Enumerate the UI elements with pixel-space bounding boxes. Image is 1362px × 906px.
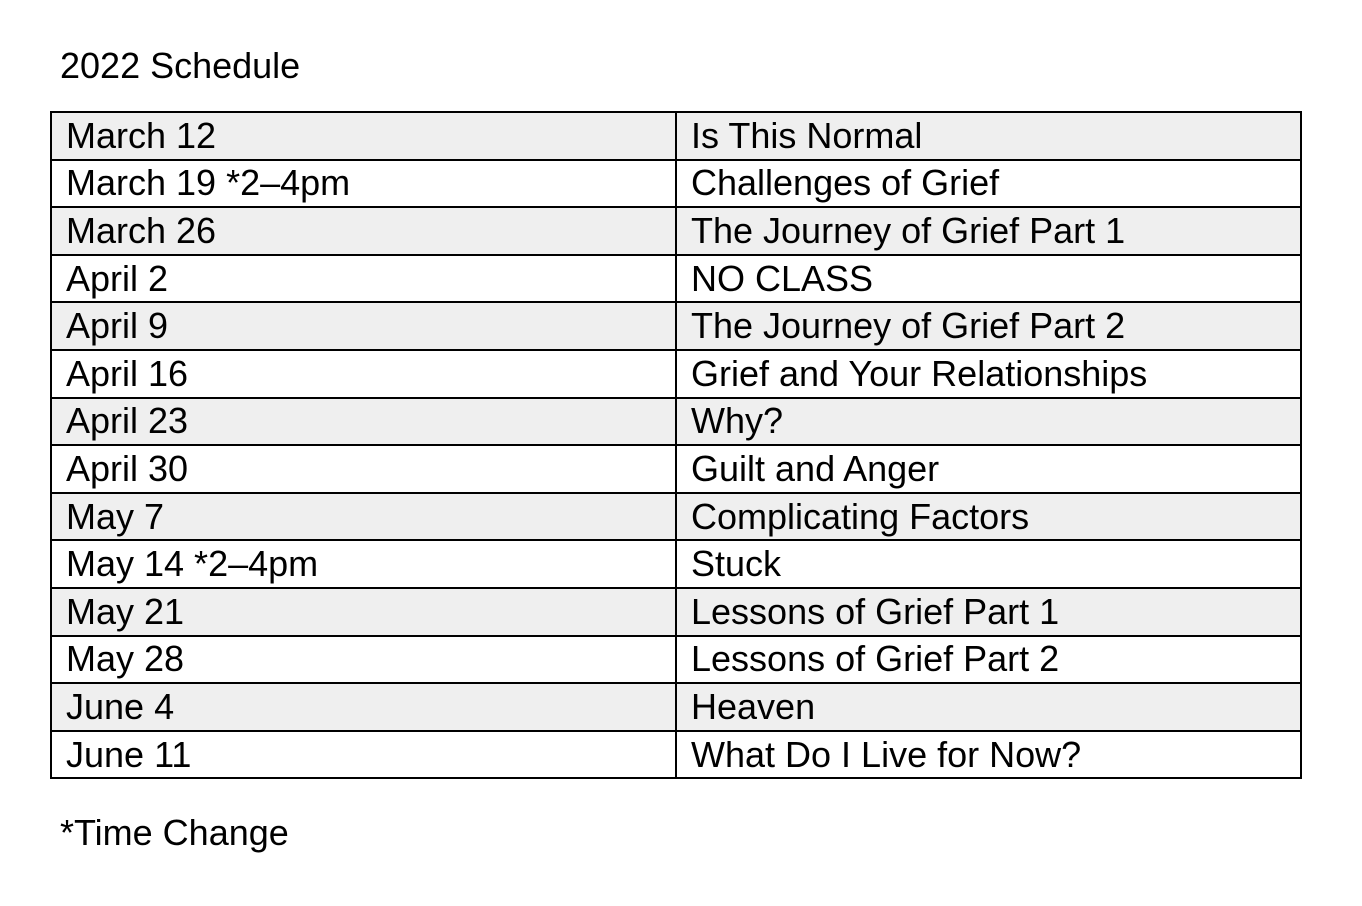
table-row: [51, 255, 1301, 303]
page-title: 2022 Schedule: [60, 45, 301, 86]
date-cell: March 12: [51, 112, 676, 160]
topic-cell: Is This Normal: [676, 112, 1301, 160]
topic-cell: The Journey of Grief Part 1: [676, 207, 1301, 255]
topic-cell: Why?: [676, 398, 1301, 446]
table-row: [51, 398, 1301, 446]
table-row: [51, 493, 1301, 541]
date-cell: March 19 *2–4pm: [51, 160, 676, 208]
date-cell: May 7: [51, 493, 676, 541]
topic-cell: Grief and Your Relationships: [676, 350, 1301, 398]
topic-cell: Complicating Factors: [676, 493, 1301, 541]
date-cell: April 2: [51, 255, 676, 303]
table-row: [51, 540, 1301, 588]
table-row: [51, 636, 1301, 684]
date-cell: June 4: [51, 683, 676, 731]
topic-cell: Heaven: [676, 683, 1301, 731]
table-row: [51, 683, 1301, 731]
date-cell: April 23: [51, 398, 676, 446]
date-cell: April 30: [51, 445, 676, 493]
topic-cell: The Journey of Grief Part 2: [676, 302, 1301, 350]
date-cell: April 16: [51, 350, 676, 398]
date-cell: April 9: [51, 302, 676, 350]
date-cell: May 14 *2–4pm: [51, 540, 676, 588]
table-row: [51, 112, 1301, 160]
schedule-table: [50, 111, 1302, 779]
date-cell: May 28: [51, 636, 676, 684]
table-row: [51, 588, 1301, 636]
table-row: [51, 731, 1301, 779]
date-cell: May 21: [51, 588, 676, 636]
date-cell: June 11: [51, 731, 676, 779]
date-cell: March 26: [51, 207, 676, 255]
topic-cell: Stuck: [676, 540, 1301, 588]
table-row: [51, 302, 1301, 350]
table-row: [51, 350, 1301, 398]
topic-cell: Lessons of Grief Part 2: [676, 636, 1301, 684]
time-change-footnote: *Time Change: [60, 812, 289, 853]
topic-cell: Lessons of Grief Part 1: [676, 588, 1301, 636]
topic-cell: NO CLASS: [676, 255, 1301, 303]
topic-cell: Guilt and Anger: [676, 445, 1301, 493]
table-row: [51, 207, 1301, 255]
topic-cell: Challenges of Grief: [676, 160, 1301, 208]
topic-cell: What Do I Live for Now?: [676, 731, 1301, 779]
table-row: [51, 445, 1301, 493]
table-row: [51, 160, 1301, 208]
